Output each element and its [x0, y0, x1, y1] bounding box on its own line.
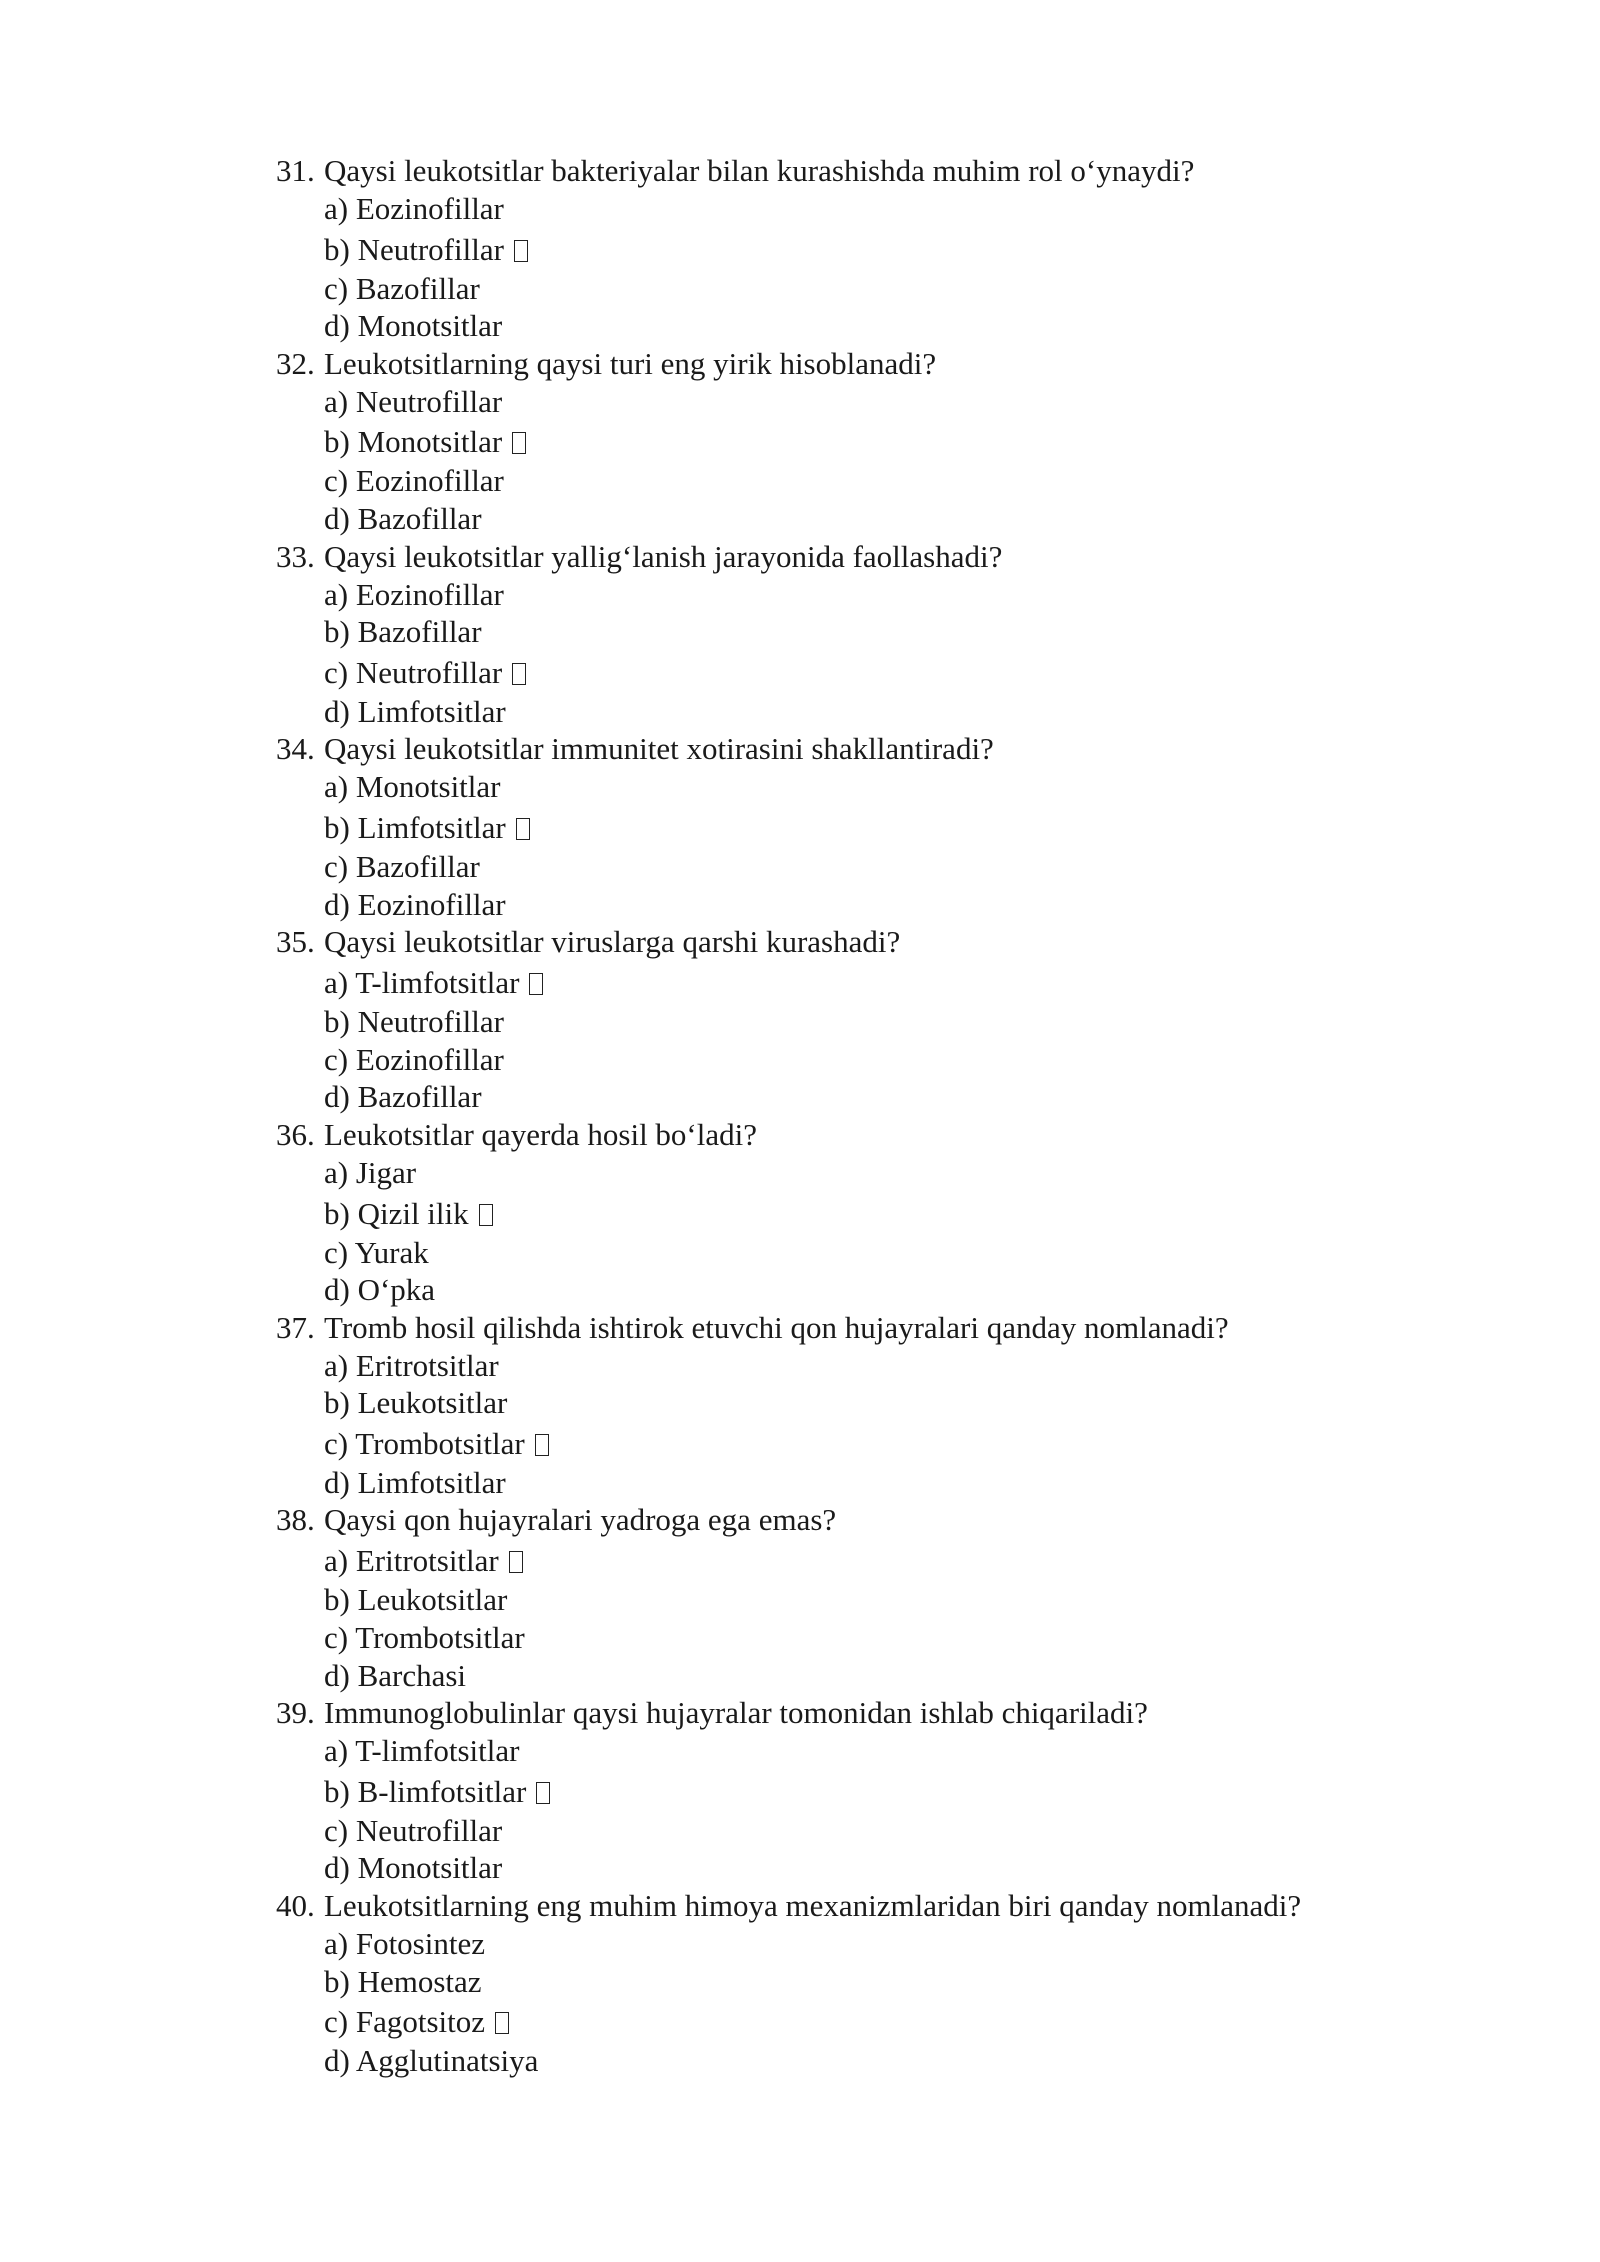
answer-option-label: d) Bazofillar	[324, 1079, 482, 1115]
question-text: Qaysi leukotsitlar immunitet xotirasini shakllantiradi?	[324, 731, 994, 767]
answer-option-label: a) Eritrotsitlar	[324, 1347, 499, 1383]
answer-option-label: d) Limfotsitlar	[324, 693, 506, 729]
question-text: Qaysi leukotsitlar yallig‘lanish jarayonida faollashadi?	[324, 538, 1003, 574]
answer-option	[276, 1963, 1456, 2001]
answer-option	[276, 613, 1456, 651]
answer-option	[276, 1581, 1456, 1619]
answer-option-label: b) Leukotsitlar	[324, 1582, 508, 1618]
answer-option-label: a) Fotosintez	[324, 1926, 485, 1962]
answer-option-label: b) Leukotsitlar	[324, 1385, 508, 1421]
answer-option-label: a) Neutrofillar	[324, 383, 503, 419]
answer-option	[276, 228, 1456, 270]
answer-option	[276, 1464, 1456, 1502]
answer-option-label: a) Eozinofillar	[324, 576, 504, 612]
correct-answer-mark-icon	[509, 1551, 523, 1573]
question-item	[276, 1694, 1456, 1887]
question-text: Leukotsitlar qayerda hosil bo‘ladi?	[324, 1116, 758, 1152]
question-number: 37.	[276, 1309, 315, 1345]
answer-option-label: b) Monotsitlar	[324, 424, 503, 460]
answer-option-label: c) Eozinofillar	[324, 1041, 504, 1077]
answer-option-label: d) O‘pka	[324, 1272, 436, 1308]
quiz-list	[276, 152, 1456, 2080]
correct-answer-mark-icon	[512, 663, 526, 685]
answer-option-label: b) Bazofillar	[324, 614, 482, 650]
answer-option	[276, 1347, 1456, 1385]
question-item	[276, 730, 1456, 923]
correct-answer-mark-icon	[516, 818, 530, 840]
answer-option	[276, 1422, 1456, 1464]
answer-option	[276, 806, 1456, 848]
question-number: 33.	[276, 538, 315, 574]
answer-option-label: c) Yurak	[324, 1234, 429, 1270]
answer-option	[276, 1619, 1456, 1657]
answer-option-label: a) Jigar	[324, 1154, 417, 1190]
question-number: 36.	[276, 1116, 315, 1152]
question-item	[276, 538, 1456, 731]
answer-option-label: a) Monotsitlar	[324, 769, 501, 805]
answer-option	[276, 500, 1456, 538]
answer-option	[276, 1192, 1456, 1234]
answer-option	[276, 1078, 1456, 1116]
answer-option	[276, 1154, 1456, 1192]
question-line	[276, 730, 1456, 768]
answer-option	[276, 1812, 1456, 1850]
question-number: 40.	[276, 1888, 315, 1924]
answer-option	[276, 848, 1456, 886]
answer-option-label: b) Neutrofillar	[324, 231, 504, 267]
correct-answer-mark-icon	[529, 973, 543, 995]
answer-option-label: b) Neutrofillar	[324, 1004, 504, 1040]
question-text: Qaysi leukotsitlar viruslarga qarshi kurashadi?	[324, 924, 901, 960]
answer-option-label: d) Bazofillar	[324, 500, 482, 536]
answer-option-label: a) Eozinofillar	[324, 191, 504, 226]
question-number: 34.	[276, 731, 315, 767]
answer-option-label: d) Agglutinatsiya	[324, 2043, 539, 2079]
answer-option	[276, 768, 1456, 806]
answer-option-label: d) Barchasi	[324, 1657, 467, 1693]
correct-answer-mark-icon	[514, 240, 528, 262]
answer-option-label: b) Qizil ilik	[324, 1195, 469, 1231]
answer-option-label: d) Eozinofillar	[324, 886, 506, 922]
answer-option-label: a) Eritrotsitlar	[324, 1543, 499, 1579]
question-line	[276, 152, 1456, 190]
answer-option	[276, 961, 1456, 1003]
correct-answer-mark-icon	[536, 1782, 550, 1804]
correct-answer-mark-icon	[512, 432, 526, 454]
answer-option	[276, 190, 1456, 228]
question-text: Immunoglobulinlar qaysi hujayralar tomonidan ishlab chiqariladi?	[324, 1695, 1148, 1731]
answer-option-label: a) T-limfotsitlar	[324, 1733, 520, 1769]
question-line	[276, 1116, 1456, 1154]
answer-option	[276, 1770, 1456, 1812]
answer-option	[276, 1003, 1456, 1041]
question-line	[276, 923, 1456, 961]
answer-option-label: c) Trombotsitlar	[324, 1425, 525, 1461]
answer-option-label: c) Bazofillar	[324, 270, 480, 306]
answer-option-label: c) Eozinofillar	[324, 463, 504, 499]
question-number: 38.	[276, 1502, 315, 1538]
answer-option-label: d) Limfotsitlar	[324, 1464, 506, 1500]
answer-option	[276, 1271, 1456, 1309]
answer-option-label: a) T-limfotsitlar	[324, 965, 520, 1001]
question-number: 35.	[276, 924, 315, 960]
answer-option	[276, 307, 1456, 345]
answer-option-label: b) Limfotsitlar	[324, 809, 506, 845]
question-line	[276, 1887, 1456, 1925]
question-text: Tromb hosil qilishda ishtirok etuvchi qon hujayralari qanday nomlanadi?	[324, 1309, 1229, 1345]
answer-option-label: c) Neutrofillar	[324, 1812, 503, 1848]
answer-option-label: c) Fagotsitoz	[324, 2004, 485, 2040]
question-line	[276, 1309, 1456, 1347]
correct-answer-mark-icon	[495, 2012, 509, 2034]
answer-option	[276, 1539, 1456, 1581]
answer-option	[276, 1732, 1456, 1770]
answer-option-label: c) Bazofillar	[324, 848, 480, 884]
answer-option	[276, 1925, 1456, 1963]
question-text: Qaysi qon hujayralari yadroga ega emas?	[324, 1502, 837, 1538]
question-number: 32.	[276, 345, 315, 381]
question-line	[276, 1694, 1456, 1732]
answer-option	[276, 693, 1456, 731]
question-line	[276, 538, 1456, 576]
question-item	[276, 1116, 1456, 1309]
answer-option-label: d) Monotsitlar	[324, 308, 503, 344]
answer-option	[276, 383, 1456, 421]
answer-option	[276, 886, 1456, 924]
question-item	[276, 923, 1456, 1116]
question-item	[276, 152, 1456, 345]
question-number: 31.	[276, 153, 315, 188]
question-item	[276, 1309, 1456, 1502]
correct-answer-mark-icon	[479, 1204, 493, 1226]
answer-option	[276, 1657, 1456, 1695]
question-text: Qaysi leukotsitlar bakteriyalar bilan kurashishda muhim rol o‘ynaydi?	[324, 153, 1195, 188]
question-number: 39.	[276, 1695, 315, 1731]
answer-option-label: c) Neutrofillar	[324, 654, 503, 690]
answer-option	[276, 2000, 1456, 2042]
question-item	[276, 345, 1456, 538]
question-line	[276, 1501, 1456, 1539]
answer-option	[276, 420, 1456, 462]
answer-option	[276, 462, 1456, 500]
answer-option	[276, 576, 1456, 614]
answer-option	[276, 1041, 1456, 1079]
correct-answer-mark-icon	[535, 1434, 549, 1456]
answer-option-label: b) B-limfotsitlar	[324, 1773, 527, 1809]
answer-option	[276, 1384, 1456, 1422]
answer-option	[276, 270, 1456, 308]
question-text: Leukotsitlarning qaysi turi eng yirik hisoblanadi?	[324, 345, 937, 381]
question-item	[276, 1887, 1456, 2080]
answer-option-label: c) Trombotsitlar	[324, 1620, 525, 1656]
answer-option-label: d) Monotsitlar	[324, 1850, 503, 1886]
question-item	[276, 1501, 1456, 1694]
answer-option	[276, 1849, 1456, 1887]
answer-option-label: b) Hemostaz	[324, 1963, 482, 1999]
answer-option	[276, 651, 1456, 693]
answer-option	[276, 2042, 1456, 2080]
question-line	[276, 345, 1456, 383]
question-text: Leukotsitlarning eng muhim himoya mexanizmlaridan biri qanday nomlanadi?	[324, 1888, 1302, 1924]
answer-option	[276, 1234, 1456, 1272]
